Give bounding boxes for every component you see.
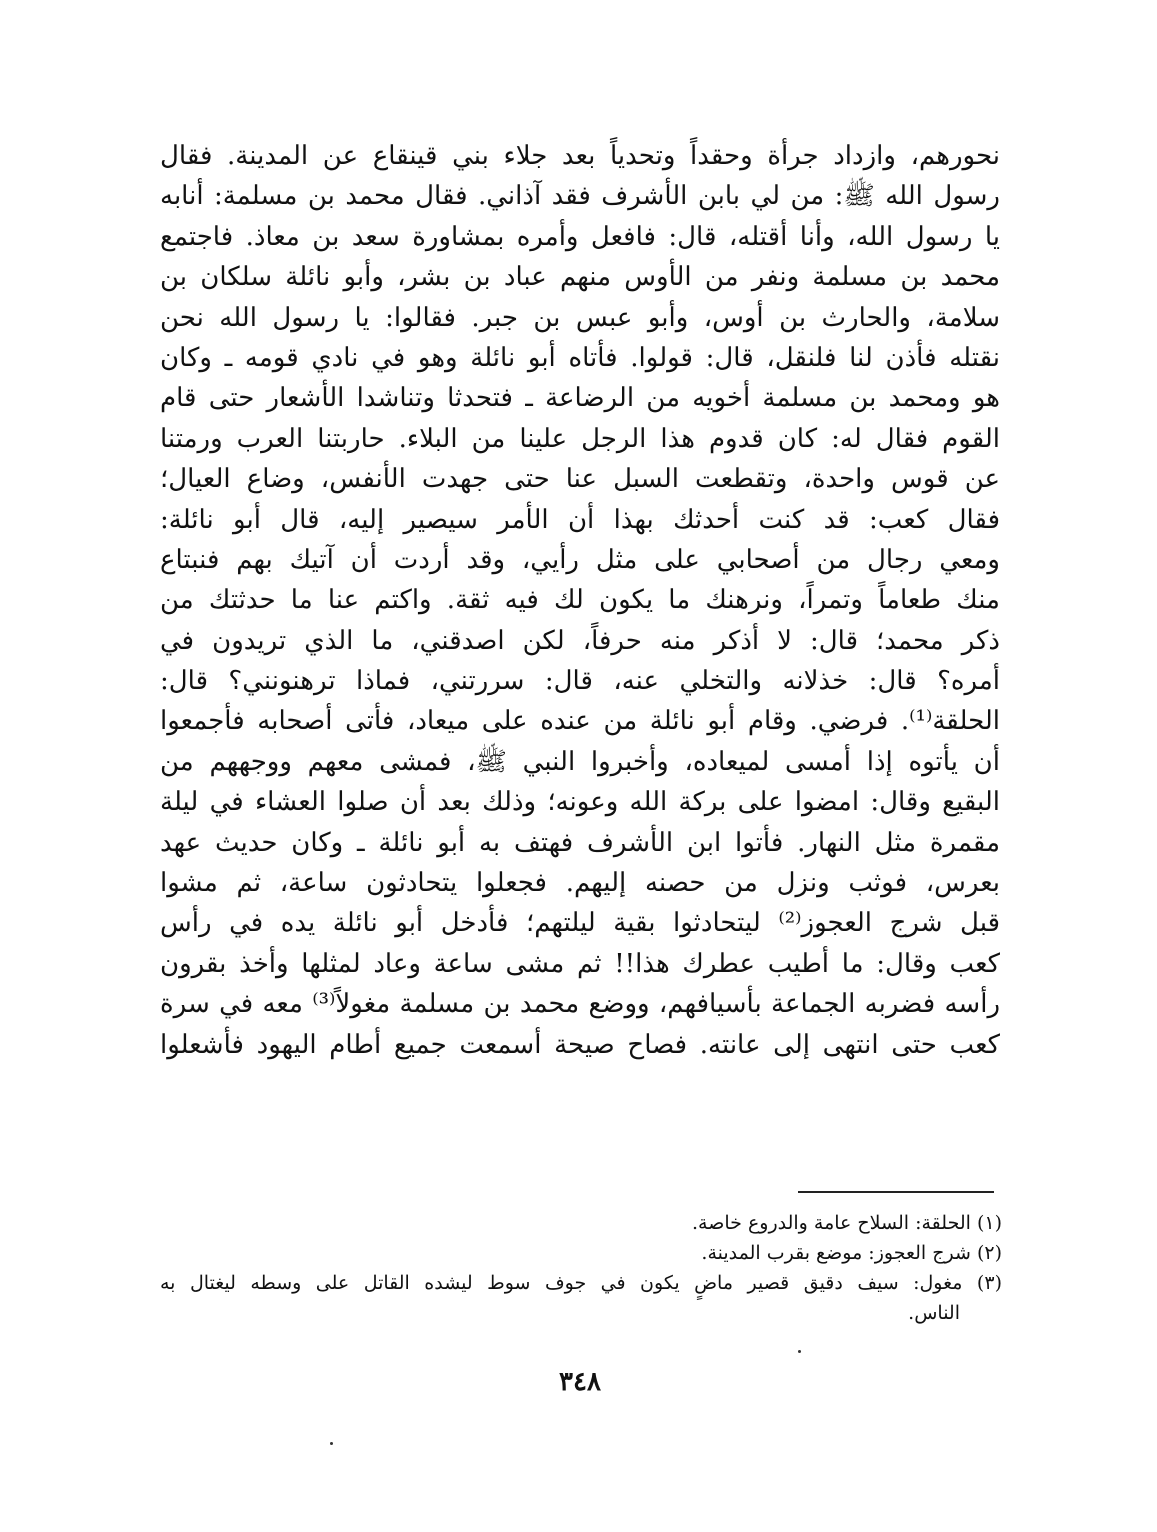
page-number: ٣٤٨ <box>559 1367 601 1397</box>
text-line: هو ومحمد بن مسلمة أخويه من الرضاعة ـ فتحدثا وتناشدا الأشعار حتى قام <box>160 383 1000 414</box>
footnotes <box>160 1208 1002 1328</box>
footnote-separator <box>798 1191 994 1193</box>
text-line: كعب حتى انتهى إلى عانته. فصاح صيحة أسمعت جميع أطام اليهود فأشعلوا <box>160 1029 1000 1060</box>
text-line: بعرس، فوثب ونزل من حصنه إليهم. فجعلوا يتحادثون ساعة، ثم مشوا <box>160 868 1000 899</box>
main-text-block <box>160 136 1000 1065</box>
text-line: منك طعاماً وتمراً، ونرهنك ما يكون لك فيه ثقة. واكتم عنا ما حدثتك من <box>160 585 1000 616</box>
text-line: نقتله فأْذن لنا فلنقل، قال: قولوا. فأتاه أبو نائلة وهو في نادي قومه ـ وكان <box>160 342 1000 373</box>
text-line: البقيع وقال: امضوا على بركة الله وعونه؛ وذلك بعد أن صلوا العشاء في ليلة <box>160 787 1000 818</box>
text-line: رأسه فضربه الجماعة بأسيافهم، ووضع محمد بن مسلمة مغولاً⁽³⁾ معه في سرة <box>160 989 1000 1020</box>
text-line: مقمرة مثل النهار. فأتوا ابن الأشرف فهتف به أبو نائلة ـ وكان حديث عهد <box>160 827 1000 858</box>
footnote-2: (٢) شرج العجوز: موضع بقرب المدينة. <box>701 1242 1002 1264</box>
text-line: أمره؟ قال: خذلانه والتخلي عنه، قال: سررتني، فماذا ترهنونني؟ قال: <box>160 666 1000 697</box>
text-line: القوم فقال له: كان قدوم هذا الرجل علينا من البلاء. حاربتنا العرب ورمتنا <box>160 423 1000 454</box>
text-line: ومعي رجال من أصحابي على مثل رأيي، وقد أردت أن آتيك بهم فنبتاع <box>160 544 1000 575</box>
text-line: قبل شرج العجوز⁽²⁾ ليتحادثوا بقية ليلتهم؛ فأدخل أبو نائلة يده في رأس <box>160 908 1000 939</box>
text-line: ذكر محمد؛ قال: لا أذكر منه حرفاً، لكن اصدقني، ما الذي تريدون في <box>160 625 1000 656</box>
scan-speck <box>330 1442 333 1445</box>
text-line: كعب وقال: ما أطيب عطرك هذا!! ثم مشى ساعة وعاد لمثلها وأخذ بقرون <box>160 948 1000 979</box>
footnote-3: (٣) مغول: سيف دقيق قصير ماضٍ يكون في جوف سوط ليشده القاتل على وسطه ليغتال به <box>160 1272 1002 1294</box>
text-line: محمد بن مسلمة ونفر من الأوس منهم عباد بن بشر، وأبو نائلة سلكان بن <box>160 262 1000 293</box>
text-line: يا رسول الله، وأنا أقتله، قال: فافعل وأمره بمشاورة سعد بن معاذ. فاجتمع <box>160 221 1000 252</box>
text-line: سلامة، والحارث بن أوس، وأبو عبس بن جبر. فقالوا: يا رسول الله نحن <box>160 302 1000 333</box>
text-line: نحورهم، وازداد جرأة وحقداً وتحدياً بعد جلاء بني قينقاع عن المدينة. فقال <box>160 141 1000 171</box>
text-line: الحلقة⁽¹⁾. فرضي. وقام أبو نائلة من عنده على ميعاد، فأتى أصحابه فأجمعوا <box>160 706 1000 737</box>
text-line: عن قوس واحدة، وتقطعت السبل عنا حتى جهدت الأنفس، وضاع العيال؛ <box>160 464 1000 495</box>
footnote-3-continuation: الناس. <box>908 1302 960 1324</box>
text-line: أن يأتوه إذا أمسى لميعاده، وأخبروا النبي ﷺ، فمشى معهم ووجههم من <box>160 746 1000 777</box>
scan-speck <box>798 1350 801 1353</box>
text-line: رسول الله ﷺ: من لي بابن الأشرف فقد آذاني. فقال محمد بن مسلمة: أنابه <box>160 181 1000 212</box>
text-line: فقال كعب: قد كنت أحدثك بهذا أن الأمر سيصير إليه، قال أبو نائلة: <box>160 504 1000 535</box>
footnote-1: (١) الحلقة: السلاح عامة والدروع خاصة. <box>692 1212 1002 1234</box>
